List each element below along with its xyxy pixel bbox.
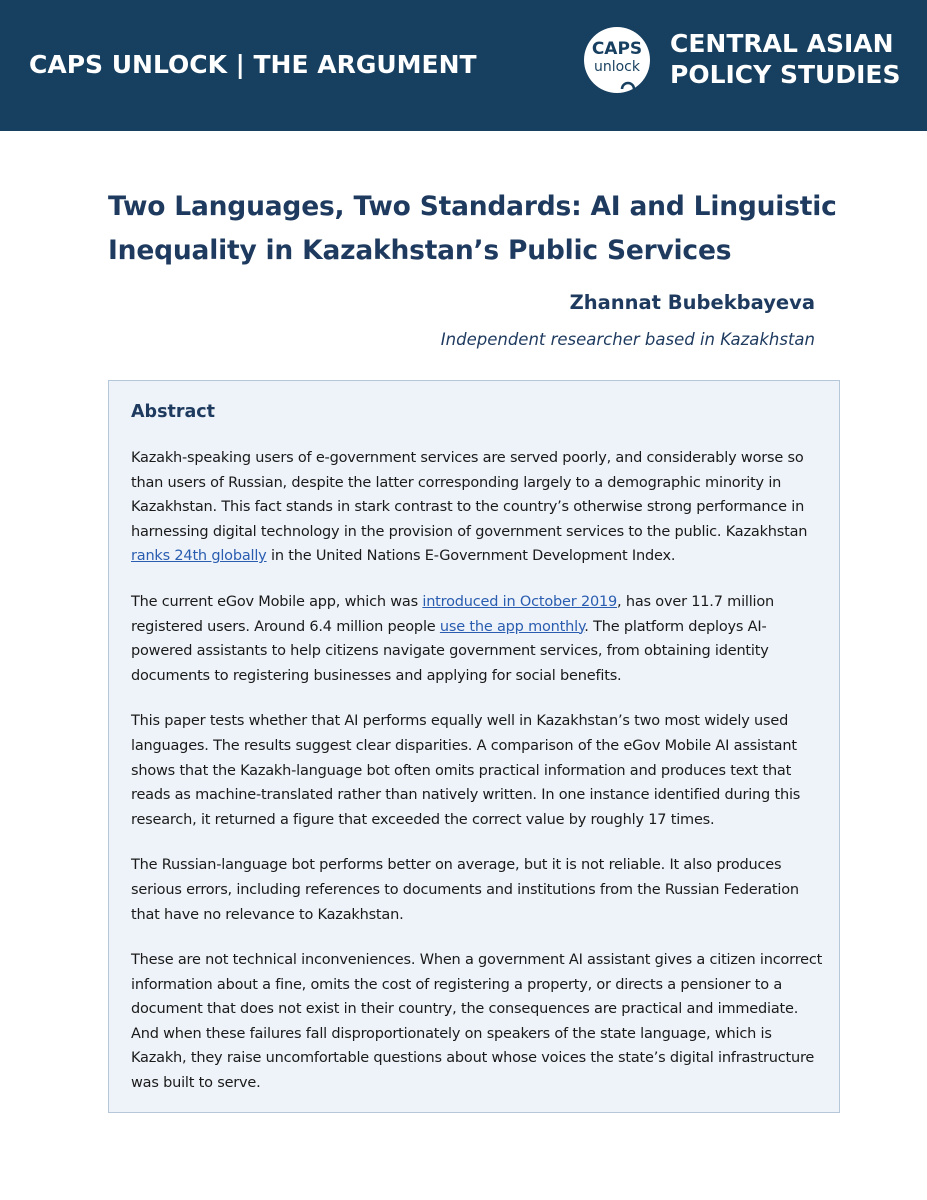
abstract-text: The current eGov Mobile app, which was xyxy=(131,593,423,610)
abstract-heading: Abstract xyxy=(131,402,216,422)
abstract-paragraph-4: The Russian-language bot performs better on average, but it is not reliable. It also produces serious errors, including references to documents and institutions from the Russian Federation that have no relevance to Kazakhstan. xyxy=(131,857,799,923)
abstract-text: , has over 11.7 million registered users. Around 6.4 million people xyxy=(131,593,775,635)
logo-text-unlock: unlock xyxy=(593,59,640,75)
abstract-box xyxy=(108,380,840,1113)
org-name-line1: CENTRAL ASIAN xyxy=(670,29,894,58)
author-name: Zhannat Bubekbayeva xyxy=(569,291,815,314)
author-affiliation: Independent researcher based in Kazakhstan xyxy=(440,330,815,349)
abstract-body xyxy=(131,446,823,1117)
caps-unlock-logo xyxy=(584,27,650,93)
abstract-paragraph-3: This paper tests whether that AI performs equally well in Kazakhstan’s two most widely used languages. The results suggest clear disparities. A comparison of the eGov Mobile AI assistant shows that the Kazakh-language bot often omits practical information and produces text that reads as machine-translated rather than natively written. In one instance identified during this research, it returned a figure that exceeded the correct value by roughly 17 times. xyxy=(131,713,801,828)
series-title: CAPS UNLOCK | THE ARGUMENT xyxy=(29,50,477,79)
link-use-app-monthly[interactable]: use the app monthly xyxy=(439,618,585,635)
organization-name xyxy=(670,28,900,90)
org-name-line2: POLICY STUDIES xyxy=(670,60,901,89)
link-introduced-october-2019[interactable]: introduced in October 2019 xyxy=(422,593,618,610)
abstract-paragraph-5: These are not technical inconveniences. When a government AI assistant gives a citizen incorrect information about a fine, omits the cost of registering a property, or directs a pensioner to a document that does not exist in their country, the consequences are practical and immediate. And when these failures fall disproportionately on speakers of the state language, which is Kazakh, they raise uncomfortable questions about whose voices the state’s digital infrastructure was built to serve. xyxy=(131,952,823,1092)
link-ranks-24th-globally[interactable]: ranks 24th globally xyxy=(131,548,267,565)
paper-title: Two Languages, Two Standards: AI and Linguistic Inequality in Kazakhstan’s Public Services xyxy=(108,191,837,266)
abstract-text: Kazakh-speaking users of e-government services are served poorly, and considerably worse so than users of Russian, despite the latter corresponding largely to a demographic minority in Kazakhstan. This fact stands in stark contrast to the country’s otherwise strong performance in harnessing digital technology in the provision of government services to the public. Kazakhstan xyxy=(131,450,808,540)
logo-text-caps: CAPS xyxy=(591,39,643,59)
abstract-paragraph-1 xyxy=(131,446,823,569)
abstract-text: in the United Nations E-Government Development Index. xyxy=(266,548,676,565)
abstract-paragraph-2 xyxy=(131,590,823,688)
abstract-text: . The platform deploys AI-powered assistants to help citizens navigate government services, from obtaining identity documents to registering businesses and applying for social benefits. xyxy=(131,618,769,684)
page-header xyxy=(0,0,927,131)
